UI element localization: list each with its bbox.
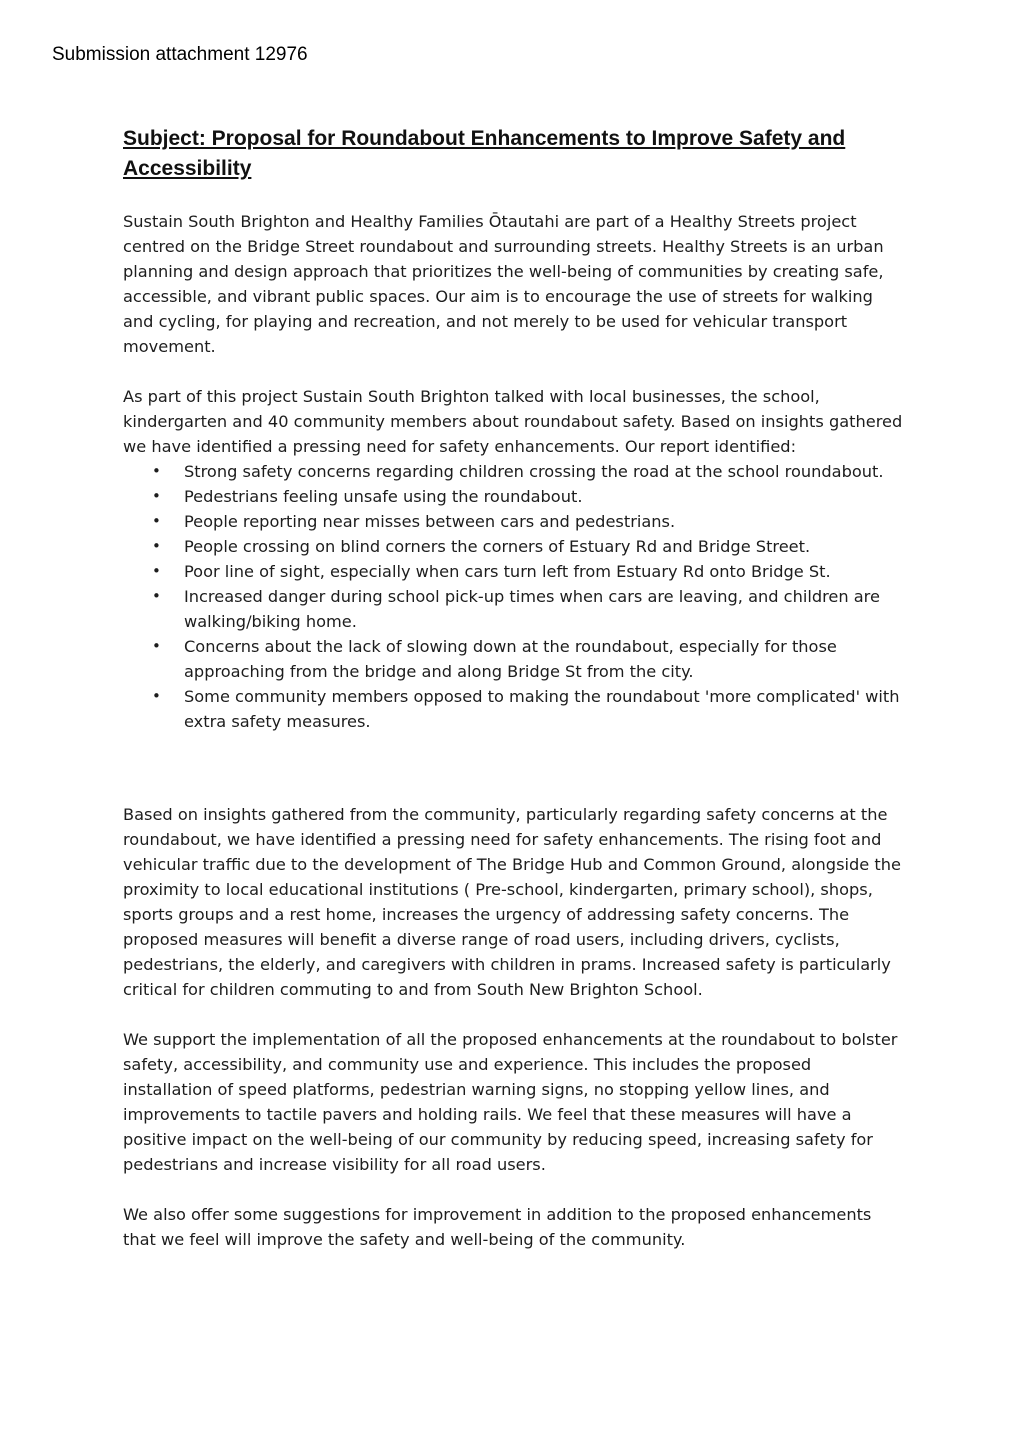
list-item — [123, 484, 903, 509]
finding-text: Strong safety concerns regarding children crossing the road at the school roundabout. — [184, 462, 884, 481]
bullet-icon: • — [152, 637, 161, 655]
list-item — [123, 459, 903, 484]
bullet-icon: • — [152, 587, 161, 605]
attachment-label: Submission attachment 12976 — [52, 44, 308, 65]
spacer — [123, 1002, 903, 1027]
project-paragraph: As part of this project Sustain South Brighton talked with local businesses, the school, kindergarten and 40 community members about roundabout safety. Based on insights gathered we have identified a pressing need for safety enhancements. Our report identified: — [123, 387, 903, 456]
bullet-icon: • — [152, 487, 161, 505]
finding-text: Increased danger during school pick-up times when cars are leaving, and children are walking/biking home. — [184, 587, 880, 631]
list-item — [123, 634, 903, 684]
bullet-icon: • — [152, 462, 161, 480]
list-item — [123, 584, 903, 634]
finding-text: Concerns about the lack of slowing down at the roundabout, especially for those approaching from the bridge and along Bridge St from the city. — [184, 637, 837, 681]
insights-paragraph: Based on insights gathered from the community, particularly regarding safety concerns at the roundabout, we have identified a pressing need for safety enhancements. The rising foot and vehicular traffic due to the development of The Bridge Hub and Common Ground, alongside the proximity to local educational institutions ( Pre-school, kindergarten, primary school), shops, sports groups and a rest home, increases the urgency of addressing safety concerns. The proposed measures will benefit a diverse range of road users, including drivers, cyclists, pedestrians, the elderly, and caregivers with children in prams. Increased safety is particularly critical for children commuting to and from South New Brighton School. — [123, 805, 901, 999]
support-paragraph: We support the implementation of all the proposed enhancements at the roundabout to bolster safety, accessibility, and community use and experience. This includes the proposed installation of speed platforms, pedestrian warning signs, no stopping yellow lines, and improvements to tactile pavers and holding rails. We feel that these measures will have a positive impact on the well-being of our community by reducing speed, increasing safety for pedestrians and increase visibility for all road users. — [123, 1030, 898, 1174]
bullet-icon: • — [152, 537, 161, 555]
intro-paragraph: Sustain South Brighton and Healthy Families Ōtautahi are part of a Healthy Streets project centred on the Bridge Street roundabout and surrounding streets. Healthy Streets is an urban planning and design approach that prioritizes the well-being of communities by creating safe, accessible, and vibrant public spaces. Our aim is to encourage the use of streets for walking and cycling, for playing and recreation, and not merely to be used for vehicular transport movement. — [123, 212, 884, 356]
finding-text: Some community members opposed to making the roundabout 'more complicated' with extra safety measures. — [184, 687, 900, 731]
finding-text: People reporting near misses between cars and pedestrians. — [184, 512, 676, 531]
finding-text: People crossing on blind corners the corners of Estuary Rd and Bridge Street. — [184, 537, 811, 556]
spacer — [123, 1177, 903, 1202]
suggestions-paragraph: We also offer some suggestions for improvement in addition to the proposed enhancements that we feel will improve the safety and well-being of the community. — [123, 1205, 872, 1249]
findings-list — [123, 459, 903, 734]
list-item — [123, 534, 903, 559]
list-item — [123, 559, 903, 584]
spacer — [123, 784, 903, 802]
finding-text: Poor line of sight, especially when cars turn left from Estuary Rd onto Bridge St. — [184, 562, 831, 581]
bullet-icon: • — [152, 512, 161, 530]
spacer — [123, 359, 903, 384]
finding-text: Pedestrians feeling unsafe using the roundabout. — [184, 487, 583, 506]
list-item — [123, 684, 903, 734]
list-item — [123, 509, 903, 534]
bullet-icon: • — [152, 687, 161, 705]
subject-line-1: Subject: Proposal for Roundabout Enhancements to Improve Safety and — [123, 127, 846, 150]
spacer — [123, 184, 903, 209]
bullet-icon: • — [152, 562, 161, 580]
subject-line-2: Accessibility — [123, 157, 252, 180]
subject-heading — [123, 124, 903, 184]
document-body — [123, 124, 903, 1252]
spacer — [123, 734, 903, 784]
